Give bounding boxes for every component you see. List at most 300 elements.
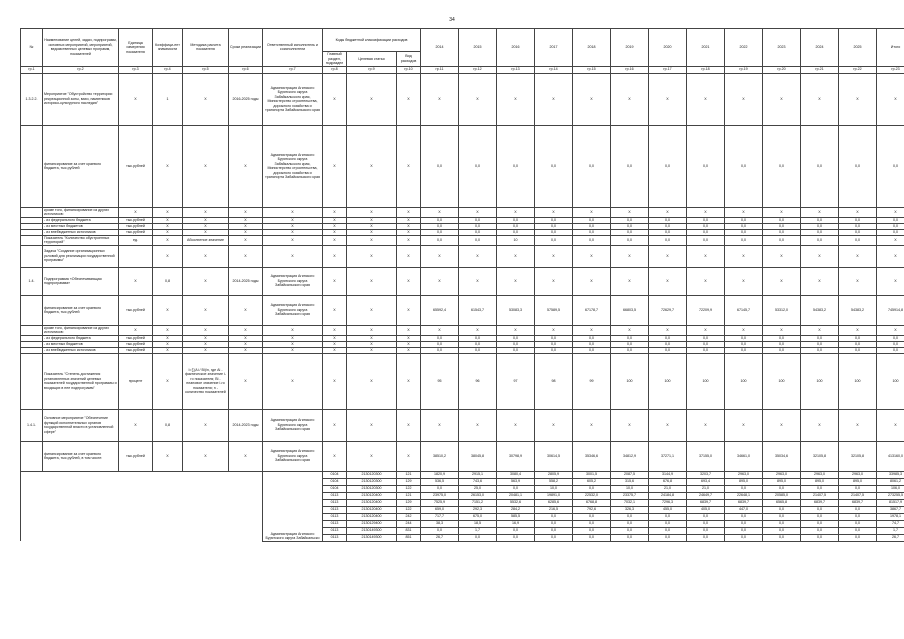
table-cell: Задача "Создание организационных условий для реализации государственной программы": [43, 245, 119, 267]
table-cell: X: [347, 409, 397, 441]
table-cell: 0,0: [877, 125, 904, 207]
table-cell: 24184,8: [649, 492, 687, 499]
table-cell: 0,0: [839, 485, 877, 492]
table-cell: 30798,9: [497, 441, 535, 471]
header-cell: 2024: [801, 29, 839, 67]
table-cell: 0,0: [839, 223, 877, 229]
table-cell: 0,0: [649, 527, 687, 534]
table-cell: X: [763, 207, 801, 217]
header-cell: 2018: [573, 29, 611, 67]
table-cell: 0,0: [725, 527, 763, 534]
table-cell: 20585,0: [763, 492, 801, 499]
table-cell: 0,0: [763, 347, 801, 353]
table-cell: 0,0: [497, 485, 535, 492]
table-cell: [21, 325, 43, 335]
table-cell: 0,0: [573, 125, 611, 207]
table-cell: 676,8: [649, 478, 687, 485]
table-cell: 0,0: [535, 341, 573, 347]
table-cell: 0,0: [801, 520, 839, 527]
table-cell: 38,3: [421, 520, 459, 527]
table-cell: X: [323, 207, 347, 217]
table-cell: 0,0: [573, 534, 611, 541]
table-cell: 100: [687, 353, 725, 409]
table-cell: Администрация Агинского Бурятского округа Забайкальского края: [263, 295, 323, 325]
table-cell: 659,0: [421, 506, 459, 513]
table-cell: 32105,8: [801, 441, 839, 471]
table-cell: 0,0: [535, 527, 573, 534]
table-cell: X: [323, 295, 347, 325]
table-cell: 0,0: [839, 534, 877, 541]
table-cell: 0,0: [763, 341, 801, 347]
table-cell: X: [153, 295, 183, 325]
table-cell: 2087,5: [611, 471, 649, 478]
table-cell: 0,0: [687, 125, 725, 207]
table-cell: 2130129400: [347, 520, 397, 527]
header-cell: Итого: [877, 29, 904, 67]
table-cell: 8061,2: [877, 478, 904, 485]
table-cell: X: [183, 295, 229, 325]
table-cell: [21, 295, 43, 325]
table-cell: 0,0: [649, 125, 687, 207]
table-cell: 0,0: [725, 513, 763, 520]
table-cell: 0,0: [649, 223, 687, 229]
table-cell: 100: [611, 353, 649, 409]
table-cell: X: [229, 207, 263, 217]
table-cell: 74,7: [877, 520, 904, 527]
column-number-cell: гр.19: [725, 66, 763, 73]
column-number-cell: гр.14: [535, 66, 573, 73]
table-cell: X: [801, 73, 839, 125]
table-cell: 0,0: [497, 125, 535, 207]
table-cell: 18,5: [459, 520, 497, 527]
table-cell: 0,0: [877, 223, 904, 229]
table-cell: Администрация Агинского Бурятского округа Забайкальского края, Министерство строительства, дорожного хозяйства и транспорта Забайкальского края: [263, 125, 323, 207]
table-cell: X: [839, 73, 877, 125]
table-cell: X: [725, 207, 763, 217]
table-cell: X: [535, 267, 573, 295]
column-number-cell: гр.9: [347, 66, 397, 73]
table-cell: 97: [497, 353, 535, 409]
table-row: [21, 295, 904, 325]
table-cell: X: [229, 229, 263, 235]
table-cell: X: [119, 267, 153, 295]
table-cell: X: [229, 217, 263, 223]
table-cell: 0113: [323, 520, 347, 527]
table-cell: 129: [397, 478, 421, 485]
table-cell: X: [323, 217, 347, 223]
table-cell: X: [153, 217, 183, 223]
table-cell: 0,0: [497, 534, 535, 541]
table-cell: 0,0: [801, 229, 839, 235]
table-cell: X: [573, 207, 611, 217]
table-cell: тыс.рублей: [119, 441, 153, 471]
table-cell: X: [497, 325, 535, 335]
table-cell: [21, 353, 43, 409]
table-cell: 216,5: [535, 506, 573, 513]
table-cell: 0,0: [877, 229, 904, 235]
table-cell: X: [183, 409, 229, 441]
table-cell: X: [229, 125, 263, 207]
table-cell: 3080,4: [497, 471, 535, 478]
table-cell: X: [535, 325, 573, 335]
table-cell: X: [649, 325, 687, 335]
table-cell: 96: [459, 353, 497, 409]
table-cell: X: [153, 353, 183, 409]
table-cell: - из местных бюджетов: [43, 341, 119, 347]
table-cell: 1820,9: [421, 471, 459, 478]
table-cell: X: [421, 325, 459, 335]
table-cell: 26,7: [877, 534, 904, 541]
table-cell: 0,0: [687, 520, 725, 527]
table-cell: 6839,7: [801, 499, 839, 506]
table-cell: 0,0: [725, 520, 763, 527]
table-cell: 38045,8: [459, 441, 497, 471]
table-cell: 0,0: [459, 125, 497, 207]
table-cell: 0,0: [459, 534, 497, 541]
column-number-cell: гр.18: [687, 66, 725, 73]
table-cell: 6839,7: [839, 499, 877, 506]
table-cell: X: [153, 325, 183, 335]
table-cell: 0,0: [421, 335, 459, 341]
column-number-cell: гр.20: [763, 66, 801, 73]
table-cell: X: [153, 207, 183, 217]
table-cell: X: [323, 353, 347, 409]
table-cell: 95: [421, 353, 459, 409]
header-cell: 2021: [687, 29, 725, 67]
table-cell: 35034,6: [763, 441, 801, 471]
table-cell: X: [323, 223, 347, 229]
table-cell: X: [183, 245, 229, 267]
table-cell: 0,0: [421, 527, 459, 534]
table-cell: тыс.рублей: [119, 229, 153, 235]
table-cell: X: [397, 217, 421, 223]
page-number: 34: [449, 17, 455, 23]
table-cell: 6565,8: [763, 499, 801, 506]
table-cell: 0,0: [725, 534, 763, 541]
table-cell: 0,0: [497, 223, 535, 229]
table-cell: 53312,0: [763, 295, 801, 325]
table-cell: X: [839, 207, 877, 217]
table-cell: X: [183, 341, 229, 347]
table-cell: 0,0: [763, 235, 801, 245]
table-cell: 0,0: [535, 347, 573, 353]
table-cell: 20481,1: [497, 492, 535, 499]
kbk-breakdown-row: [21, 471, 904, 478]
table-cell: 23975,0: [421, 492, 459, 499]
table-row: [21, 73, 904, 125]
table-cell: 0,0: [839, 235, 877, 245]
table-cell: 244: [397, 520, 421, 527]
table-cell: ед.: [119, 235, 153, 245]
table-cell: X: [535, 73, 573, 125]
table-cell: 0,0: [535, 223, 573, 229]
table-cell: 0,0: [687, 223, 725, 229]
table-cell: 0,0: [497, 341, 535, 347]
table-cell: X: [497, 409, 535, 441]
table-cell: 5532,6: [497, 499, 535, 506]
table-cell: X: [263, 229, 323, 235]
table-cell: X: [397, 347, 421, 353]
table-cell: 2963,0: [763, 471, 801, 478]
table-cell: 0,0: [535, 125, 573, 207]
table-cell: 0,0: [421, 341, 459, 347]
column-number-cell: гр.16: [611, 66, 649, 73]
table-cell: 0,0: [687, 513, 725, 520]
table-cell: X: [611, 207, 649, 217]
table-cell: X: [263, 235, 323, 245]
table-cell: 0,0: [725, 347, 763, 353]
table-cell: 72209,9: [687, 295, 725, 325]
table-cell: X: [153, 235, 183, 245]
table-cell: 0,0: [535, 513, 573, 520]
table-cell: X: [347, 235, 397, 245]
table-cell: X: [183, 223, 229, 229]
table-cell: 0,0: [421, 235, 459, 245]
table-cell: X: [725, 267, 763, 295]
table-cell: X: [573, 267, 611, 295]
table-cell: 0,0: [459, 347, 497, 353]
table-cell: 0,0: [459, 341, 497, 347]
table-header: [21, 29, 904, 74]
table-cell: 0,0: [459, 217, 497, 223]
table-cell: X: [323, 409, 347, 441]
table-cell: 0,0: [573, 513, 611, 520]
table-cell: X: [763, 409, 801, 441]
table-cell: 3203,7: [687, 471, 725, 478]
table-cell: X: [119, 325, 153, 335]
table-cell: 0,0: [687, 235, 725, 245]
table-cell: 65592,4: [421, 295, 459, 325]
table-cell: 0,0: [535, 335, 573, 341]
header-cell: 2025: [839, 29, 877, 67]
table-cell: X: [183, 267, 229, 295]
table-cell: 1978,1: [877, 513, 904, 520]
table-cell: 895,0: [725, 478, 763, 485]
table-cell: 0,0: [725, 335, 763, 341]
table-cell: X: [801, 409, 839, 441]
table-cell: X: [497, 245, 535, 267]
table-cell: X: [421, 409, 459, 441]
table-cell: процент: [119, 353, 153, 409]
table-row: [21, 207, 904, 217]
table-cell: 26153,0: [459, 492, 497, 499]
table-cell: 2014-2023 годы: [229, 409, 263, 441]
table-cell: Администрация Агинского Бурятского округа Забайкальского края: [263, 441, 323, 471]
table-cell: 7296,3: [649, 499, 687, 506]
table-cell: 57589,5: [535, 295, 573, 325]
table-cell: X: [263, 207, 323, 217]
table-cell: тыс.рублей: [119, 223, 153, 229]
table-cell: тыс.рублей: [119, 347, 153, 353]
table-cell: 0,0: [497, 217, 535, 223]
table-cell: X: [183, 229, 229, 235]
table-cell: [21, 207, 43, 217]
table-cell: 0,0: [763, 217, 801, 223]
table-cell: 0,0: [801, 341, 839, 347]
table-row: [21, 267, 904, 295]
table-cell: 0,0: [421, 229, 459, 235]
table-cell: Администрация Агинского Бурятского округа Забайкальского края, Министерство строительства, дорожного хозяйства и транспорта Забайкальского края: [263, 73, 323, 125]
table-cell: X: [323, 73, 347, 125]
table-cell: 0,0: [611, 341, 649, 347]
column-number-cell: гр.12: [459, 66, 497, 73]
table-cell: X: [229, 341, 263, 347]
header-cell: 2014: [421, 29, 459, 67]
table-cell: 19891,0: [535, 492, 573, 499]
table-cell: X: [347, 223, 397, 229]
column-number-cell: гр.2: [43, 66, 119, 73]
table-cell: X: [573, 73, 611, 125]
table-cell: X: [119, 207, 153, 217]
table-cell: X: [347, 125, 397, 207]
table-cell: 2130149300: [347, 527, 397, 534]
table-cell: X: [347, 341, 397, 347]
table-cell: 0,0: [839, 520, 877, 527]
table-cell: X: [839, 325, 877, 335]
header-cell: Ответственный исполнитель и соисполнители: [263, 29, 323, 67]
table-cell: X: [153, 335, 183, 341]
table-cell: X: [347, 73, 397, 125]
table-cell: X: [323, 347, 347, 353]
table-cell: финансирование за счет краевого бюджета, тыс.рублей, в том числе:: [43, 441, 119, 471]
column-number-cell: гр.7: [263, 66, 323, 73]
table-cell: 0,0: [877, 341, 904, 347]
table-cell: 6839,7: [725, 499, 763, 506]
budget-table: [20, 28, 904, 542]
header-cell: Методика расчета показателя: [183, 29, 229, 67]
table-cell: X: [153, 347, 183, 353]
table-cell: 25,0: [459, 485, 497, 492]
table-cell: тыс.рублей: [119, 335, 153, 341]
table-cell: 106,0: [877, 485, 904, 492]
kbk-subheader-cell: Целевая статья: [347, 52, 397, 67]
column-number-cell: гр.21: [801, 66, 839, 73]
table-cell: 0,0: [573, 335, 611, 341]
table-cell: X: [397, 353, 421, 409]
table-cell: X: [183, 207, 229, 217]
table-cell: 2963,0: [839, 471, 877, 478]
table-cell: Показатель "Степень достижения установленных значений целевых показателей государственной программы и входящих в нее подпрограмм": [43, 353, 119, 409]
table-cell: X: [763, 325, 801, 335]
table-cell: 0,0: [801, 506, 839, 513]
table-cell: 0,0: [573, 229, 611, 235]
table-cell: 21,0: [649, 485, 687, 492]
table-cell: X: [611, 73, 649, 125]
table-cell: 3001,5: [573, 471, 611, 478]
table-cell: X: [183, 325, 229, 335]
table-cell: X: [725, 325, 763, 335]
table-cell: X: [535, 409, 573, 441]
table-cell: 0,0: [421, 217, 459, 223]
table-cell: 0,0: [687, 341, 725, 347]
table-cell: 0,0: [763, 229, 801, 235]
table-cell: кроме того, финансирование из других источников:: [43, 325, 119, 335]
table-cell: 0104: [323, 471, 347, 478]
table-cell: - из внебюджетных источников: [43, 347, 119, 353]
table-cell: 0,0: [877, 335, 904, 341]
table-cell: 0104: [323, 478, 347, 485]
table-cell: X: [229, 295, 263, 325]
table-cell: 0,0: [611, 527, 649, 534]
table-cell: X: [839, 245, 877, 267]
table-cell: 0,0: [763, 335, 801, 341]
table-cell: - из внебюджетных источников: [43, 229, 119, 235]
table-cell: X: [573, 409, 611, 441]
header-cell: 2017: [535, 29, 573, 67]
table-cell: X: [397, 73, 421, 125]
table-cell: Показатель "Количество обустроенных территорий": [43, 235, 119, 245]
table-cell: 34661,0: [725, 441, 763, 471]
table-cell: 0,0: [421, 223, 459, 229]
table-cell: X: [229, 335, 263, 341]
table-cell: 0,0: [839, 341, 877, 347]
table-cell: 6768,8: [573, 499, 611, 506]
table-cell: 0,0: [535, 229, 573, 235]
table-cell: X: [421, 245, 459, 267]
table-cell: 0,0: [573, 217, 611, 223]
table-cell: 0,0: [877, 347, 904, 353]
table-cell: - из федерального бюджета: [43, 217, 119, 223]
table-cell: X: [229, 245, 263, 267]
table-cell: 1: [153, 73, 183, 125]
table-cell: X: [459, 245, 497, 267]
kbk-subheader-cell: Главный раздел, подраздел: [323, 52, 347, 67]
table-cell: 0,0: [839, 506, 877, 513]
table-cell: X: [323, 335, 347, 341]
column-number-cell: гр.10: [397, 66, 421, 73]
table-cell: X: [347, 229, 397, 235]
table-cell: 2805,9: [535, 471, 573, 478]
table-cell: 2130120300: [347, 478, 397, 485]
table-cell: 0,0: [611, 534, 649, 541]
table-cell: [21, 245, 43, 267]
table-cell: 558,2: [535, 478, 573, 485]
table-cell: 0,0: [839, 217, 877, 223]
table-cell: 21407,5: [839, 492, 877, 499]
table-cell: X: [153, 229, 183, 235]
table-cell: 122: [397, 506, 421, 513]
table-cell: [21, 235, 43, 245]
column-number-cell: гр.4: [153, 66, 183, 73]
table-cell: финансирование за счет краевого бюджета, тыс.рублей: [43, 295, 119, 325]
header-cell: 2019: [611, 29, 649, 67]
table-cell: 0,0: [573, 527, 611, 534]
table-cell: X: [687, 245, 725, 267]
table-cell: 21407,5: [801, 492, 839, 499]
table-cell: X: [229, 347, 263, 353]
table-cell: 405,0: [687, 506, 725, 513]
table-cell: 24649,7: [687, 492, 725, 499]
table-cell: X: [397, 325, 421, 335]
table-cell: 0,0: [763, 520, 801, 527]
table-cell: X: [877, 207, 904, 217]
column-number-cell: гр.3: [119, 66, 153, 73]
table-cell: X: [153, 125, 183, 207]
table-cell: X: [263, 245, 323, 267]
table-cell: 122: [397, 485, 421, 492]
table-cell: 121: [397, 492, 421, 499]
table-cell: 7032,1: [611, 499, 649, 506]
column-number-cell: гр.6: [229, 66, 263, 73]
table-cell: 32105,8: [839, 441, 877, 471]
table-cell: 717,7: [421, 513, 459, 520]
table-cell: X: [397, 229, 421, 235]
table-cell: 831: [397, 527, 421, 534]
table-cell: 2130120300: [347, 471, 397, 478]
column-number-cell: гр.8: [323, 66, 347, 73]
table-cell: X: [323, 267, 347, 295]
table-cell: 22532,0: [573, 492, 611, 499]
